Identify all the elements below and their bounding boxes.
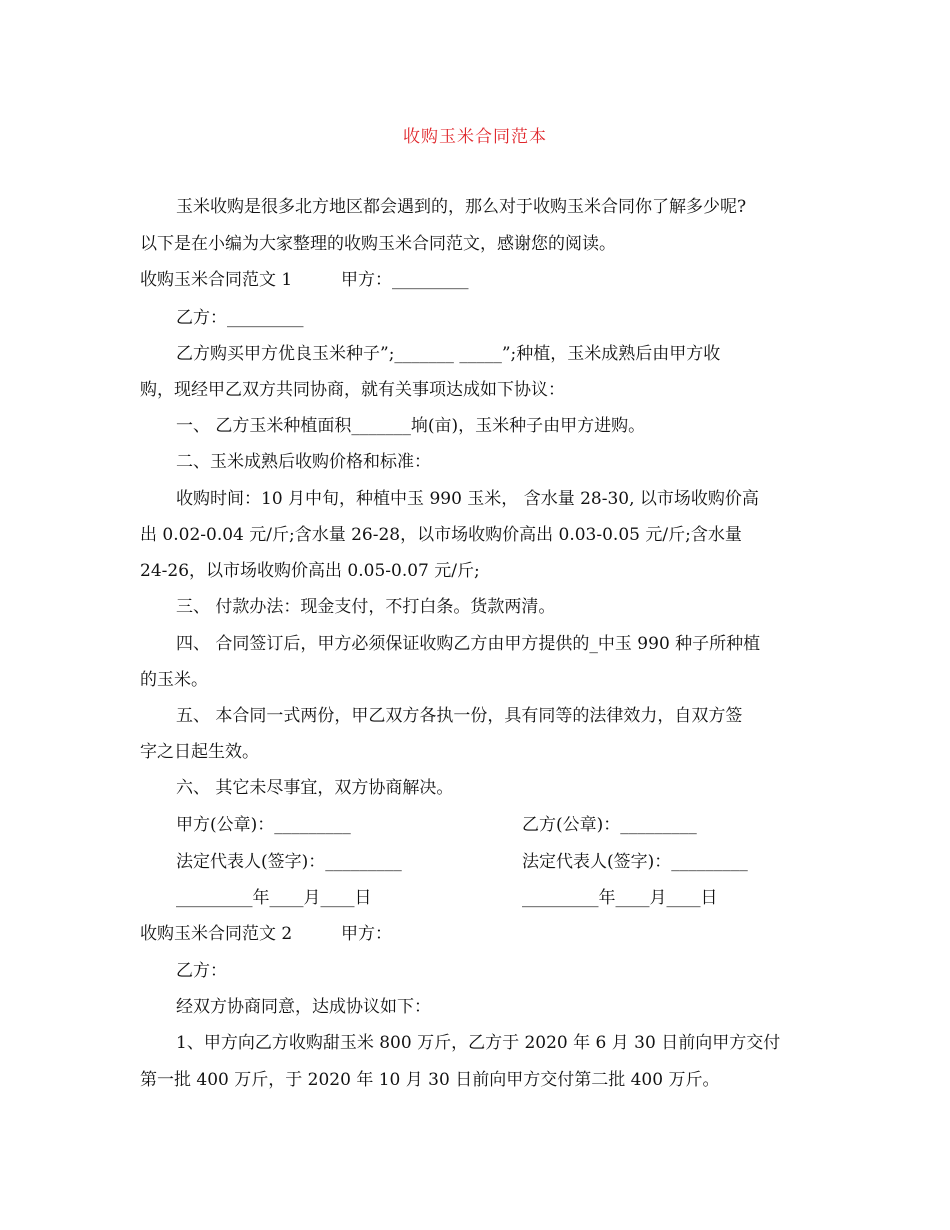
clause-5-line-2: 字之日起生效。 (140, 742, 259, 762)
party-a-seal: 甲方(公章)：_________ (176, 815, 351, 835)
clause-2-detail-3: 24-26，以市场收购价高出 0.05-0.07 元/斤; (140, 561, 480, 581)
clause-1: 一、 乙方玉米种植面积_______垧(亩)，玉米种子由甲方进购。 (176, 416, 646, 436)
clause-5-line-1: 五、 本合同一式两份，甲乙双方各执一份，具有同等的法律效力，自双方签 (176, 706, 743, 726)
party-b-representative: 法定代表人(签字)：_________ (522, 852, 748, 872)
sample2-clause-1-line-2: 第一批 400 万斤，于 2020 年 10 月 30 日前向甲方交付第二批 400 万斤。 (140, 1070, 720, 1090)
sample2-agreement: 经双方协商同意，达成协议如下： (176, 997, 431, 1017)
party-a-representative: 法定代表人(签字)：_________ (176, 852, 402, 872)
clause-2-detail-1: 收购时间：10 月中旬，种植中玉 990 玉米， 含水量 28-30, 以市场收购价高 (176, 489, 759, 509)
clause-4-line-2: 的玉米。 (140, 670, 208, 690)
sample1-intro-line-2: 购，现经甲乙双方共同协商，就有关事项达成如下协议： (140, 380, 565, 400)
sample1-heading: 收购玉米合同范文 1 (140, 270, 293, 290)
party-a-date: _________年____月____日 (176, 888, 372, 908)
sample2-heading: 收购玉米合同范文 2 (140, 924, 293, 944)
clause-6: 六、 其它未尽事宜，双方协商解决。 (176, 778, 454, 798)
sample2-party-b: 乙方： (176, 961, 227, 981)
sample1-party-a: 甲方：_________ (341, 270, 469, 290)
sample1-intro-line-1: 乙方购买甲方优良玉米种子”;_______ _____”;种植，玉米成熟后由甲方收 (176, 344, 721, 364)
sample2-party-a: 甲方： (341, 924, 392, 944)
clause-4-line-1: 四、 合同签订后，甲方必须保证收购乙方由甲方提供的_中玉 990 种子所种植 (176, 634, 761, 654)
party-b-date: _________年____月____日 (522, 888, 718, 908)
document-title: 收购玉米合同范本 (403, 127, 547, 147)
intro-line-2: 以下是在小编为大家整理的收购玉米合同范文，感谢您的阅读。 (140, 234, 616, 254)
clause-2-detail-2: 出 0.02-0.04 元/斤;含水量 26-28，以市场收购价高出 0.03-0.05 元/斤;含水量 (140, 525, 742, 545)
party-b-seal: 乙方(公章)：_________ (522, 815, 697, 835)
clause-3: 三、 付款办法：现金支付，不打白条。货款两清。 (176, 597, 556, 617)
sample2-clause-1-line-1: 1、甲方向乙方收购甜玉米 800 万斤，乙方于 2020 年 6 月 30 日前向甲方交付 (176, 1033, 781, 1053)
clause-2: 二、玉米成熟后收购价格和标准： (176, 452, 431, 472)
sample1-party-b: 乙方：_________ (176, 308, 304, 328)
intro-line-1: 玉米收购是很多北方地区都会遇到的，那么对于收购玉米合同你了解多少呢? (176, 197, 747, 217)
